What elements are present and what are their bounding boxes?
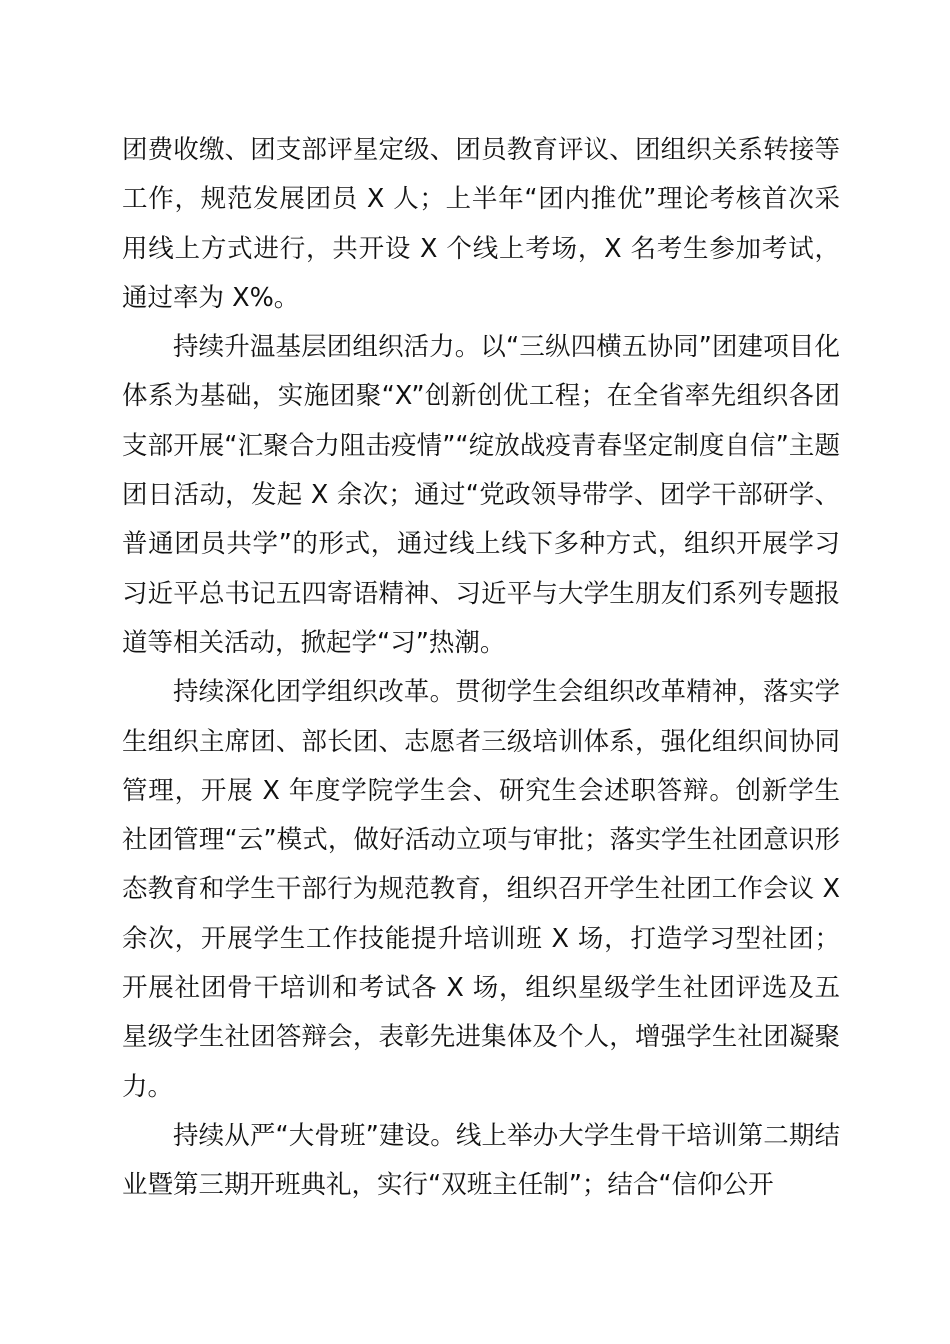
document-body xyxy=(122,126,840,1211)
paragraph-backbone-class: 持续从严“大骨班”建设。线上举办大学生骨干培训第二期结业暨第三期开班典礼，实行“双班主任制”；结合“信仰公开 xyxy=(122,1120,840,1201)
paragraph-continuation: 团费收缴、团支部评星定级、团员教育评议、团组织关系转接等工作，规范发展团员 X 人；上半年“团内推优”理论考核首次采用线上方式进行，共开设 X 个线上考场，X 名考生参加考试，通过率为 X%。 xyxy=(122,135,840,313)
paragraph-organization-reform: 持续深化团学组织改革。贯彻学生会组织改革精神，落实学生组织主席团、部长团、志愿者三级培训体系，强化组织间协同管理，开展 X 年度学院学生会、研究生会述职答辩。创新学生社团管理“云”模式，做好活动立项与审批；落实学生社团意识形态教育和学生干部行为规范教育，组织召开学生社团工作会议 X 余次，开展学生工作技能提升培训班 X 场，打造学习型社团；开展社团骨干培训和考试各 X 场，组织星级学生社团评选及五星级学生社团答辩会，表彰先进集体及个人，增强学生社团凝聚力。 xyxy=(122,677,840,1102)
paragraph-grassroots-vitality: 持续升温基层团组织活力。以“三纵四横五协同”团建项目化体系为基础，实施团聚“X”创新创优工程；在全省率先组织各团支部开展“汇聚合力阻击疫情”“绽放战疫青春坚定制度自信”主题团日活动，发起 X 余次；通过“党政领导带学、团学干部研学、普通团员共学”的形式，通过线上线下多种方式，组织开展学习习近平总书记五四寄语精神、习近平与大学生朋友们系列专题报道等相关活动，掀起学“习”热潮。 xyxy=(122,332,840,658)
